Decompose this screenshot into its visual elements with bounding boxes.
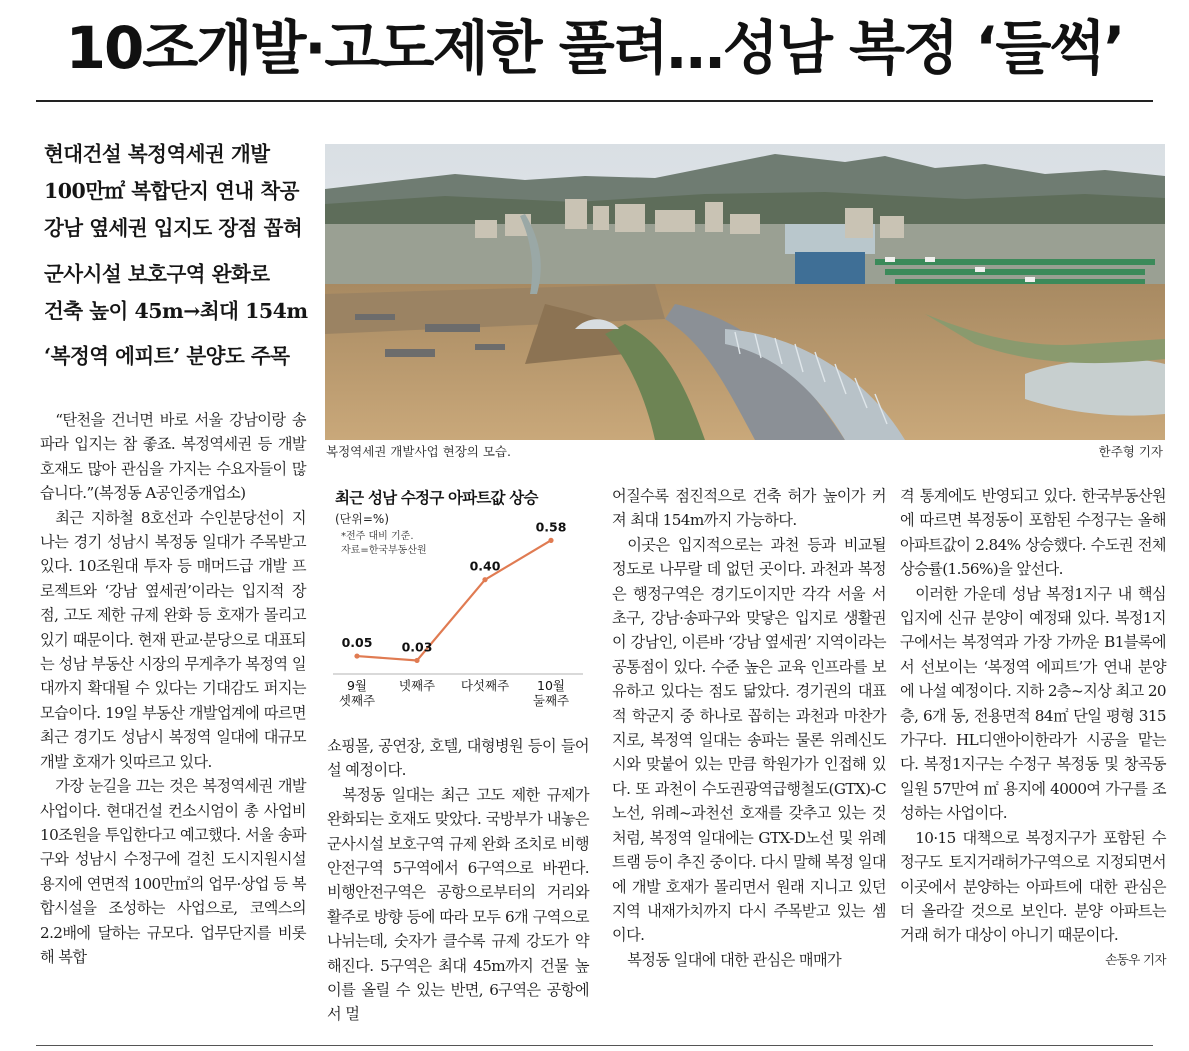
subhead-line: 강남 옆세권 입지도 장점 꼽혀 (44, 216, 303, 240)
series-line (357, 540, 551, 660)
subhead-line: 군사시설 보호구역 완화로 (44, 262, 270, 286)
data-label: 0.03 (401, 639, 433, 655)
chart-unit: (단위=%) (335, 512, 390, 526)
photo-caption: 복정역세권 개발사업 현장의 모습. (326, 444, 511, 459)
chart-note-basis: *전주 대비 기준. (341, 531, 414, 542)
construction-site-photo (325, 144, 1165, 440)
x-tick-label: 둘째주 (532, 693, 570, 708)
article-column-4 (900, 484, 1166, 972)
headline: 10조개발·고도제한 풀려…성남 복정 ‘들썩’ (65, 14, 1124, 82)
subhead-group-c (44, 338, 290, 375)
data-label: 0.58 (535, 519, 567, 535)
paragraph: 복정동 일대에 대한 관심은 매매가 (627, 950, 842, 969)
article-byline: 손동우 기자 (1105, 951, 1166, 967)
subhead-line: ‘복정역 에피트’ 분양도 주목 (44, 344, 290, 368)
data-point (482, 577, 487, 582)
subhead-group-a (44, 136, 302, 247)
chart-note-source: 자료=한국부동산원 (341, 545, 427, 556)
bottom-divider (36, 1045, 1153, 1046)
subhead-line: 건축 높이 45m→최대 154m (44, 299, 308, 323)
x-tick-label: 10월 (537, 678, 565, 693)
paragraph: 어질수록 점진적으로 건축 허가 높이가 커져 최대 154m까지 가능하다. (612, 487, 886, 530)
article-column-2 (327, 734, 589, 1027)
paragraph: 이곳은 입지적으로는 과천 등과 비교될 정도로 나무랄 데 없던 곳이다. 과천과 복정은 행정구역은 경기도이지만 각각 서울 서초구, 강남·송파구와 맞닿은 입지로 생활권이 강남인, 이른바 ‘강남 옆세권’ 지역이라는 공통점이 있다. 수준 높은 교육 인프라를 보유하고 있다는 점도 닮았다. 경기권의 대표적 학군지 중 하나로 꼽히는 과천과 마찬가지로, 복정역 일대는 송파는 물론 위례신도시와 맞붙어 있는 만큼 학원가가 인접해 있다. 또 과천이 수도권광역급행철도(GTX)-C노선, 위례~과천선 호재를 갖추고 있는 것처럼, 복정역 일대에는 GTX-D노선 및 위례트램 등이 추진 중이다. 다시 말해 복정 일대에 개발 호재가 몰리면서 원래 지니고 있던 지역 내재가치까지 다시 주목받고 있는 셈이다. (612, 535, 886, 945)
line-chart-plot (327, 484, 589, 728)
data-point (414, 658, 419, 663)
paragraph: 쇼핑몰, 공연장, 호텔, 대형병원 등이 들어설 예정이다. (327, 737, 589, 780)
paragraph: 격 통계에도 반영되고 있다. 한국부동산원에 따르면 복정동이 포함된 수정구는 올해 아파트값이 2.84% 상승했다. 수도권 전체 상승률(1.56%)을 앞선다. (900, 487, 1166, 579)
data-point (548, 538, 553, 543)
x-tick-label: 넷째주 (398, 678, 436, 693)
x-tick-label: 다섯째주 (460, 678, 510, 693)
paragraph: 최근 지하철 8호선과 수인분당선이 지나는 경기 성남시 복정동 일대가 주목받고 있다. 10조원대 투자 등 매머드급 개발 프로젝트와 ‘강남 옆세권’이라는 입지적 장점, 고도 제한 규제 완화 등 호재가 몰리고 있기 때문이다. 현재 판교·분당으로 대표되는 성남 부동산 시장의 무게추가 복정역 일대까지 확대될 수 있다는 기대감도 퍼지는 모습이다. 19일 부동산 개발업계에 따르면 최근 경기도 성남시 복정역 일대에 대규모 개발 호재가 잇따르고 있다. (40, 508, 306, 771)
data-point (354, 653, 359, 658)
photo-credit: 한주형 기자 (1098, 444, 1163, 459)
chart-title: 최근 성남 수정구 아파트값 상승 (335, 489, 538, 507)
subhead-line: 100만㎡ 복합단지 연내 착공 (44, 179, 299, 203)
data-label: 0.05 (341, 635, 373, 651)
data-label: 0.40 (469, 558, 501, 574)
subhead-group-b (44, 256, 308, 330)
subhead-line: 현대건설 복정역세권 개발 (44, 142, 270, 166)
photo-illustration (325, 144, 1165, 440)
price-change-chart (327, 484, 589, 728)
paragraph: “탄천을 건너면 바로 서울 강남이랑 송파라 입지는 참 좋죠. 복정역세권 등 개발 호재도 많아 관심을 가지는 수요자들이 많습니다.”(복정동 A공인중개업소) (40, 411, 306, 503)
paragraph: 10·15 대책으로 복정지구가 포함된 수정구도 토지거래허가구역으로 지정되면서 이곳에서 분양하는 아파트에 대한 관심은 더 올라갈 것으로 보인다. 분양 아파트는 거래 허가 대상이 아니기 때문이다. (900, 828, 1166, 945)
paragraph: 가장 눈길을 끄는 것은 복정역세권 개발사업이다. 현대건설 컨소시엄이 총 사업비 10조원을 투입한다고 예고했다. 서울 송파구와 성남시 수정구에 걸친 도시지원시설용지에 연면적 100만㎡의 업무·상업 등 복합시설을 조성하는 사업으로, 코엑스의 2.2배에 달하는 규모다. 업무단지를 비롯해 복합 (40, 777, 306, 966)
paragraph: 이러한 가운데 성남 복정1지구 내 핵심 입지에 신규 분양이 예정돼 있다. 복정1지구에서는 복정역과 가장 가까운 B1블록에서 선보이는 ‘복정역 에피트’가 연내 분양에 나설 예정이다. 지하 2층~지상 최고 20층, 6개 동, 전용면적 84㎡ 단일 평형 315가구다. HL디앤아이한라가 시공을 맡는다. 복정1지구는 수정구 복정동 및 창곡동 일원 57만여 ㎡ 용지에 4000여 가구를 조성하는 사업이다. (900, 584, 1166, 823)
article-column-1 (40, 408, 306, 969)
x-tick-label: 9월 (346, 678, 368, 693)
article-column-3 (612, 484, 886, 972)
x-tick-label: 셋째주 (338, 693, 376, 708)
paragraph: 복정동 일대는 최근 고도 제한 규제가 완화되는 호재도 맞았다. 국방부가 내놓은 군사시설 보호구역 규제 완화 조치로 비행안전구역 5구역에서 6구역으로 바뀐다. 비행안전구역은 공항으로부터의 거리와 활주로 방향 등에 따라 모두 6개 구역으로 나뉘는데, 숫자가 클수록 규제 강도가 약해진다. 5구역은 최대 45m까지 건물 높이를 올릴 수 있는 반면, 6구역은 공항에서 멀 (327, 785, 589, 1024)
top-divider (36, 100, 1153, 102)
